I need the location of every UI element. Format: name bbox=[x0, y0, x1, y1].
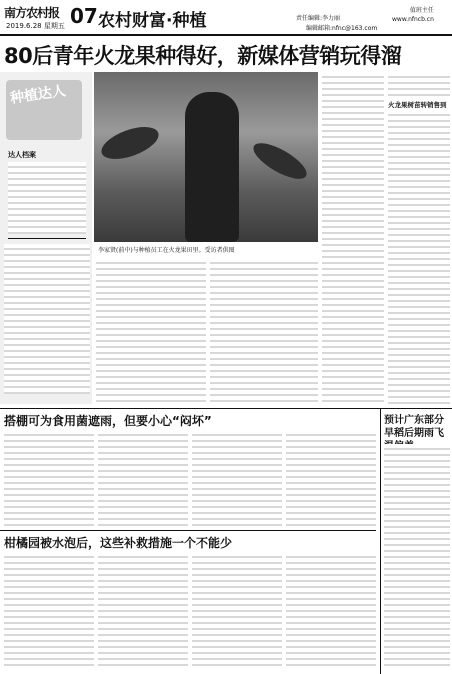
page-number: 07 bbox=[70, 4, 98, 28]
sidebar-article-text bbox=[4, 244, 90, 394]
lead-body-column bbox=[322, 72, 384, 404]
article-headline: 柑橘园被水泡后，这些补救措施一个不能少 bbox=[4, 536, 233, 550]
article-text bbox=[4, 552, 94, 668]
article-text bbox=[286, 552, 376, 668]
profile-text bbox=[8, 162, 86, 234]
article-text bbox=[4, 430, 94, 526]
profile-heading: 达人档案 bbox=[8, 151, 36, 159]
article-text bbox=[98, 552, 188, 668]
article-headline: 搭棚可为食用菌遮雨，但要小心“闷坏” bbox=[4, 414, 212, 428]
editor-email: 编辑邮箱:nfnc@163.com bbox=[306, 25, 378, 32]
page-header bbox=[0, 0, 452, 36]
newspaper-logo: 南方农村报 bbox=[4, 6, 60, 20]
lead-body-column bbox=[210, 258, 318, 404]
article-text bbox=[192, 430, 282, 526]
article-text bbox=[384, 444, 450, 668]
lead-body-column bbox=[388, 110, 450, 404]
article-text bbox=[286, 430, 376, 526]
section-title: 农村财富·种植 bbox=[98, 11, 207, 31]
lead-body-column bbox=[388, 72, 450, 98]
person-figure bbox=[185, 92, 239, 242]
section-divider bbox=[0, 530, 376, 531]
lead-body-column bbox=[96, 258, 206, 404]
section-divider bbox=[0, 408, 452, 409]
editor-name: 责任编辑:李力丽 bbox=[296, 15, 341, 22]
photo-caption: 李家贤(前中)与种植员工在火龙果田里。受访者供图 bbox=[98, 247, 235, 254]
column-divider bbox=[380, 408, 381, 674]
header-right-info bbox=[392, 6, 434, 24]
issue-date: 2019.6.28 星期五 bbox=[6, 22, 65, 30]
website-url: www.nfncb.cn bbox=[392, 16, 434, 23]
article-headline: 预计广东部分早稻后期雨飞 bbox=[384, 415, 444, 439]
article-text bbox=[192, 552, 282, 668]
article-text bbox=[98, 430, 188, 526]
lead-subheading: 火龙果树苗转销售到 bbox=[388, 101, 447, 109]
badge-label: 种植达人 bbox=[9, 83, 67, 107]
divider bbox=[8, 238, 86, 239]
lead-headline: 80后青年火龙果种得好，新媒体营销玩得溜 bbox=[4, 44, 402, 68]
duty-label: 值班主任 bbox=[409, 7, 434, 14]
